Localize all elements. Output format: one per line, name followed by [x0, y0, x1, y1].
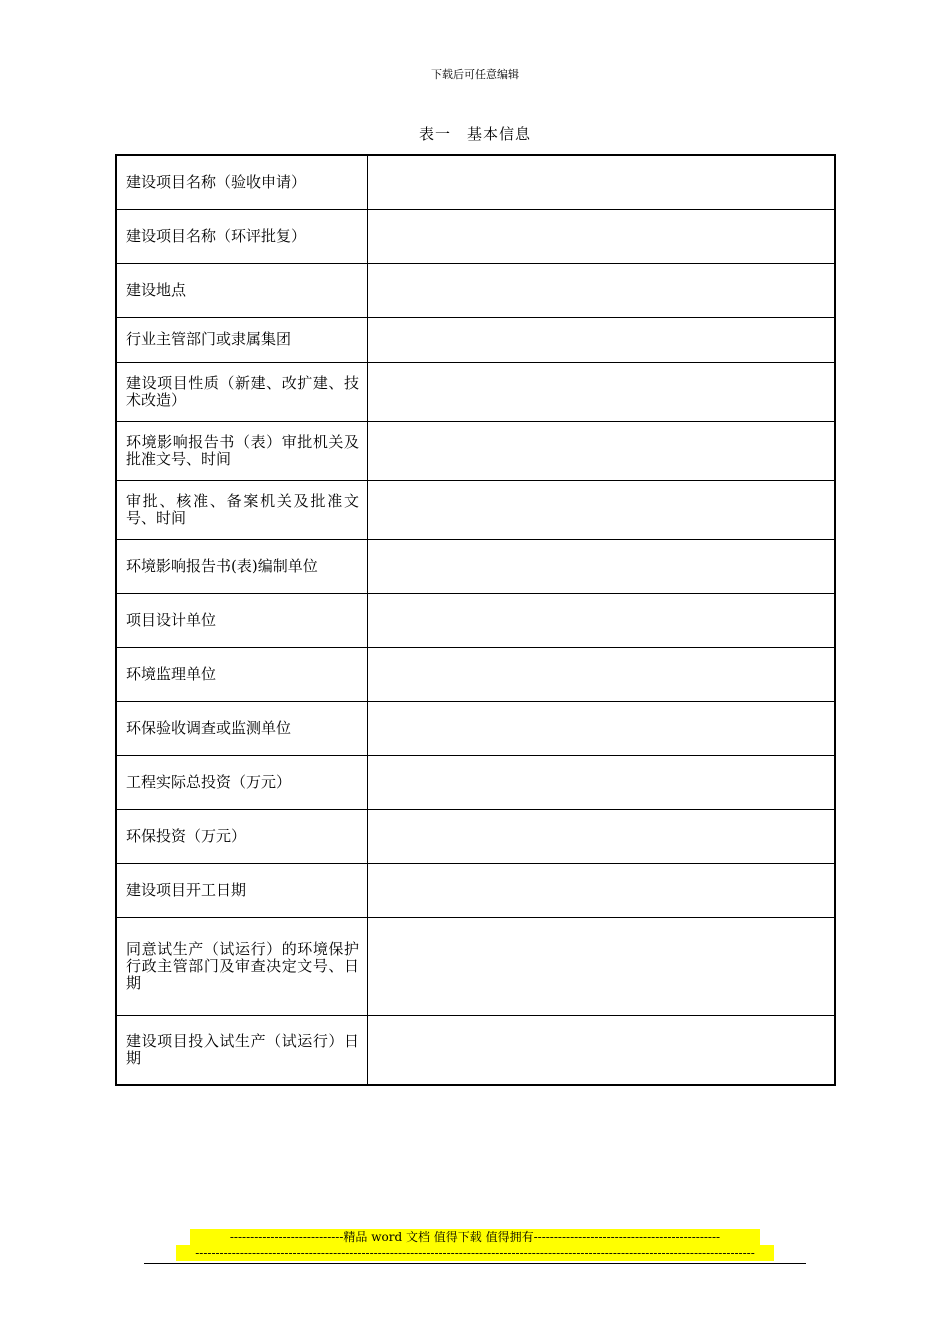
- row-label: 建设地点: [116, 263, 368, 317]
- row-value[interactable]: [368, 421, 836, 480]
- footer-dash-line: ------------------------------------------------------------------------------------------------------------------------------------------: [176, 1245, 774, 1261]
- table-row: [116, 209, 835, 263]
- row-value[interactable]: [368, 1015, 836, 1085]
- row-label: 项目设计单位: [116, 593, 368, 647]
- table-row: [116, 755, 835, 809]
- row-value[interactable]: [368, 155, 836, 209]
- table-row: [116, 917, 835, 1015]
- row-value[interactable]: [368, 263, 836, 317]
- row-value[interactable]: [368, 809, 836, 863]
- row-label: 工程实际总投资（万元）: [116, 755, 368, 809]
- table-row: [116, 421, 835, 480]
- row-value[interactable]: [368, 647, 836, 701]
- table-row: [116, 1015, 835, 1085]
- table-row: [116, 863, 835, 917]
- row-value[interactable]: [368, 317, 836, 362]
- row-label: 环保验收调查或监测单位: [116, 701, 368, 755]
- table-row: [116, 362, 835, 421]
- footer-rule: [144, 1263, 806, 1264]
- row-label: 建设项目开工日期: [116, 863, 368, 917]
- table-row: [116, 593, 835, 647]
- row-label: 审批、核准、备案机关及批准文号、时间: [116, 480, 368, 539]
- table-row: [116, 155, 835, 209]
- row-value[interactable]: [368, 362, 836, 421]
- table-row: [116, 480, 835, 539]
- header-note: 下载后可任意编辑: [431, 68, 519, 81]
- row-value[interactable]: [368, 539, 836, 593]
- row-label: 行业主管部门或隶属集团: [116, 317, 368, 362]
- row-label: 环境影响报告书(表)编制单位: [116, 539, 368, 593]
- row-value[interactable]: [368, 701, 836, 755]
- table-row: [116, 701, 835, 755]
- row-value[interactable]: [368, 209, 836, 263]
- row-label: 环境影响报告书（表）审批机关及批准文号、时间: [116, 421, 368, 480]
- row-value[interactable]: [368, 755, 836, 809]
- row-value[interactable]: [368, 593, 836, 647]
- row-value[interactable]: [368, 917, 836, 1015]
- table-row: [116, 317, 835, 362]
- table-row: [116, 809, 835, 863]
- table-row: [116, 263, 835, 317]
- row-label: 建设项目名称（环评批复）: [116, 209, 368, 263]
- row-value[interactable]: [368, 863, 836, 917]
- row-label: 建设项目名称（验收申请）: [116, 155, 368, 209]
- row-label: 环境监理单位: [116, 647, 368, 701]
- footer-banner-line: ----------------------------精品 word 文档 值得下载 值得拥有----------------------------------------------: [190, 1229, 760, 1245]
- table-row: [116, 647, 835, 701]
- row-value[interactable]: [368, 480, 836, 539]
- row-label: 同意试生产（试运行）的环境保护行政主管部门及审查决定文号、日期: [116, 917, 368, 1015]
- row-label: 建设项目投入试生产（试运行）日期: [116, 1015, 368, 1085]
- basic-info-table: [115, 154, 836, 1086]
- table-row: [116, 539, 835, 593]
- row-label: 环保投资（万元）: [116, 809, 368, 863]
- table-title: 表一 基本信息: [418, 125, 531, 143]
- row-label: 建设项目性质（新建、改扩建、技术改造）: [116, 362, 368, 421]
